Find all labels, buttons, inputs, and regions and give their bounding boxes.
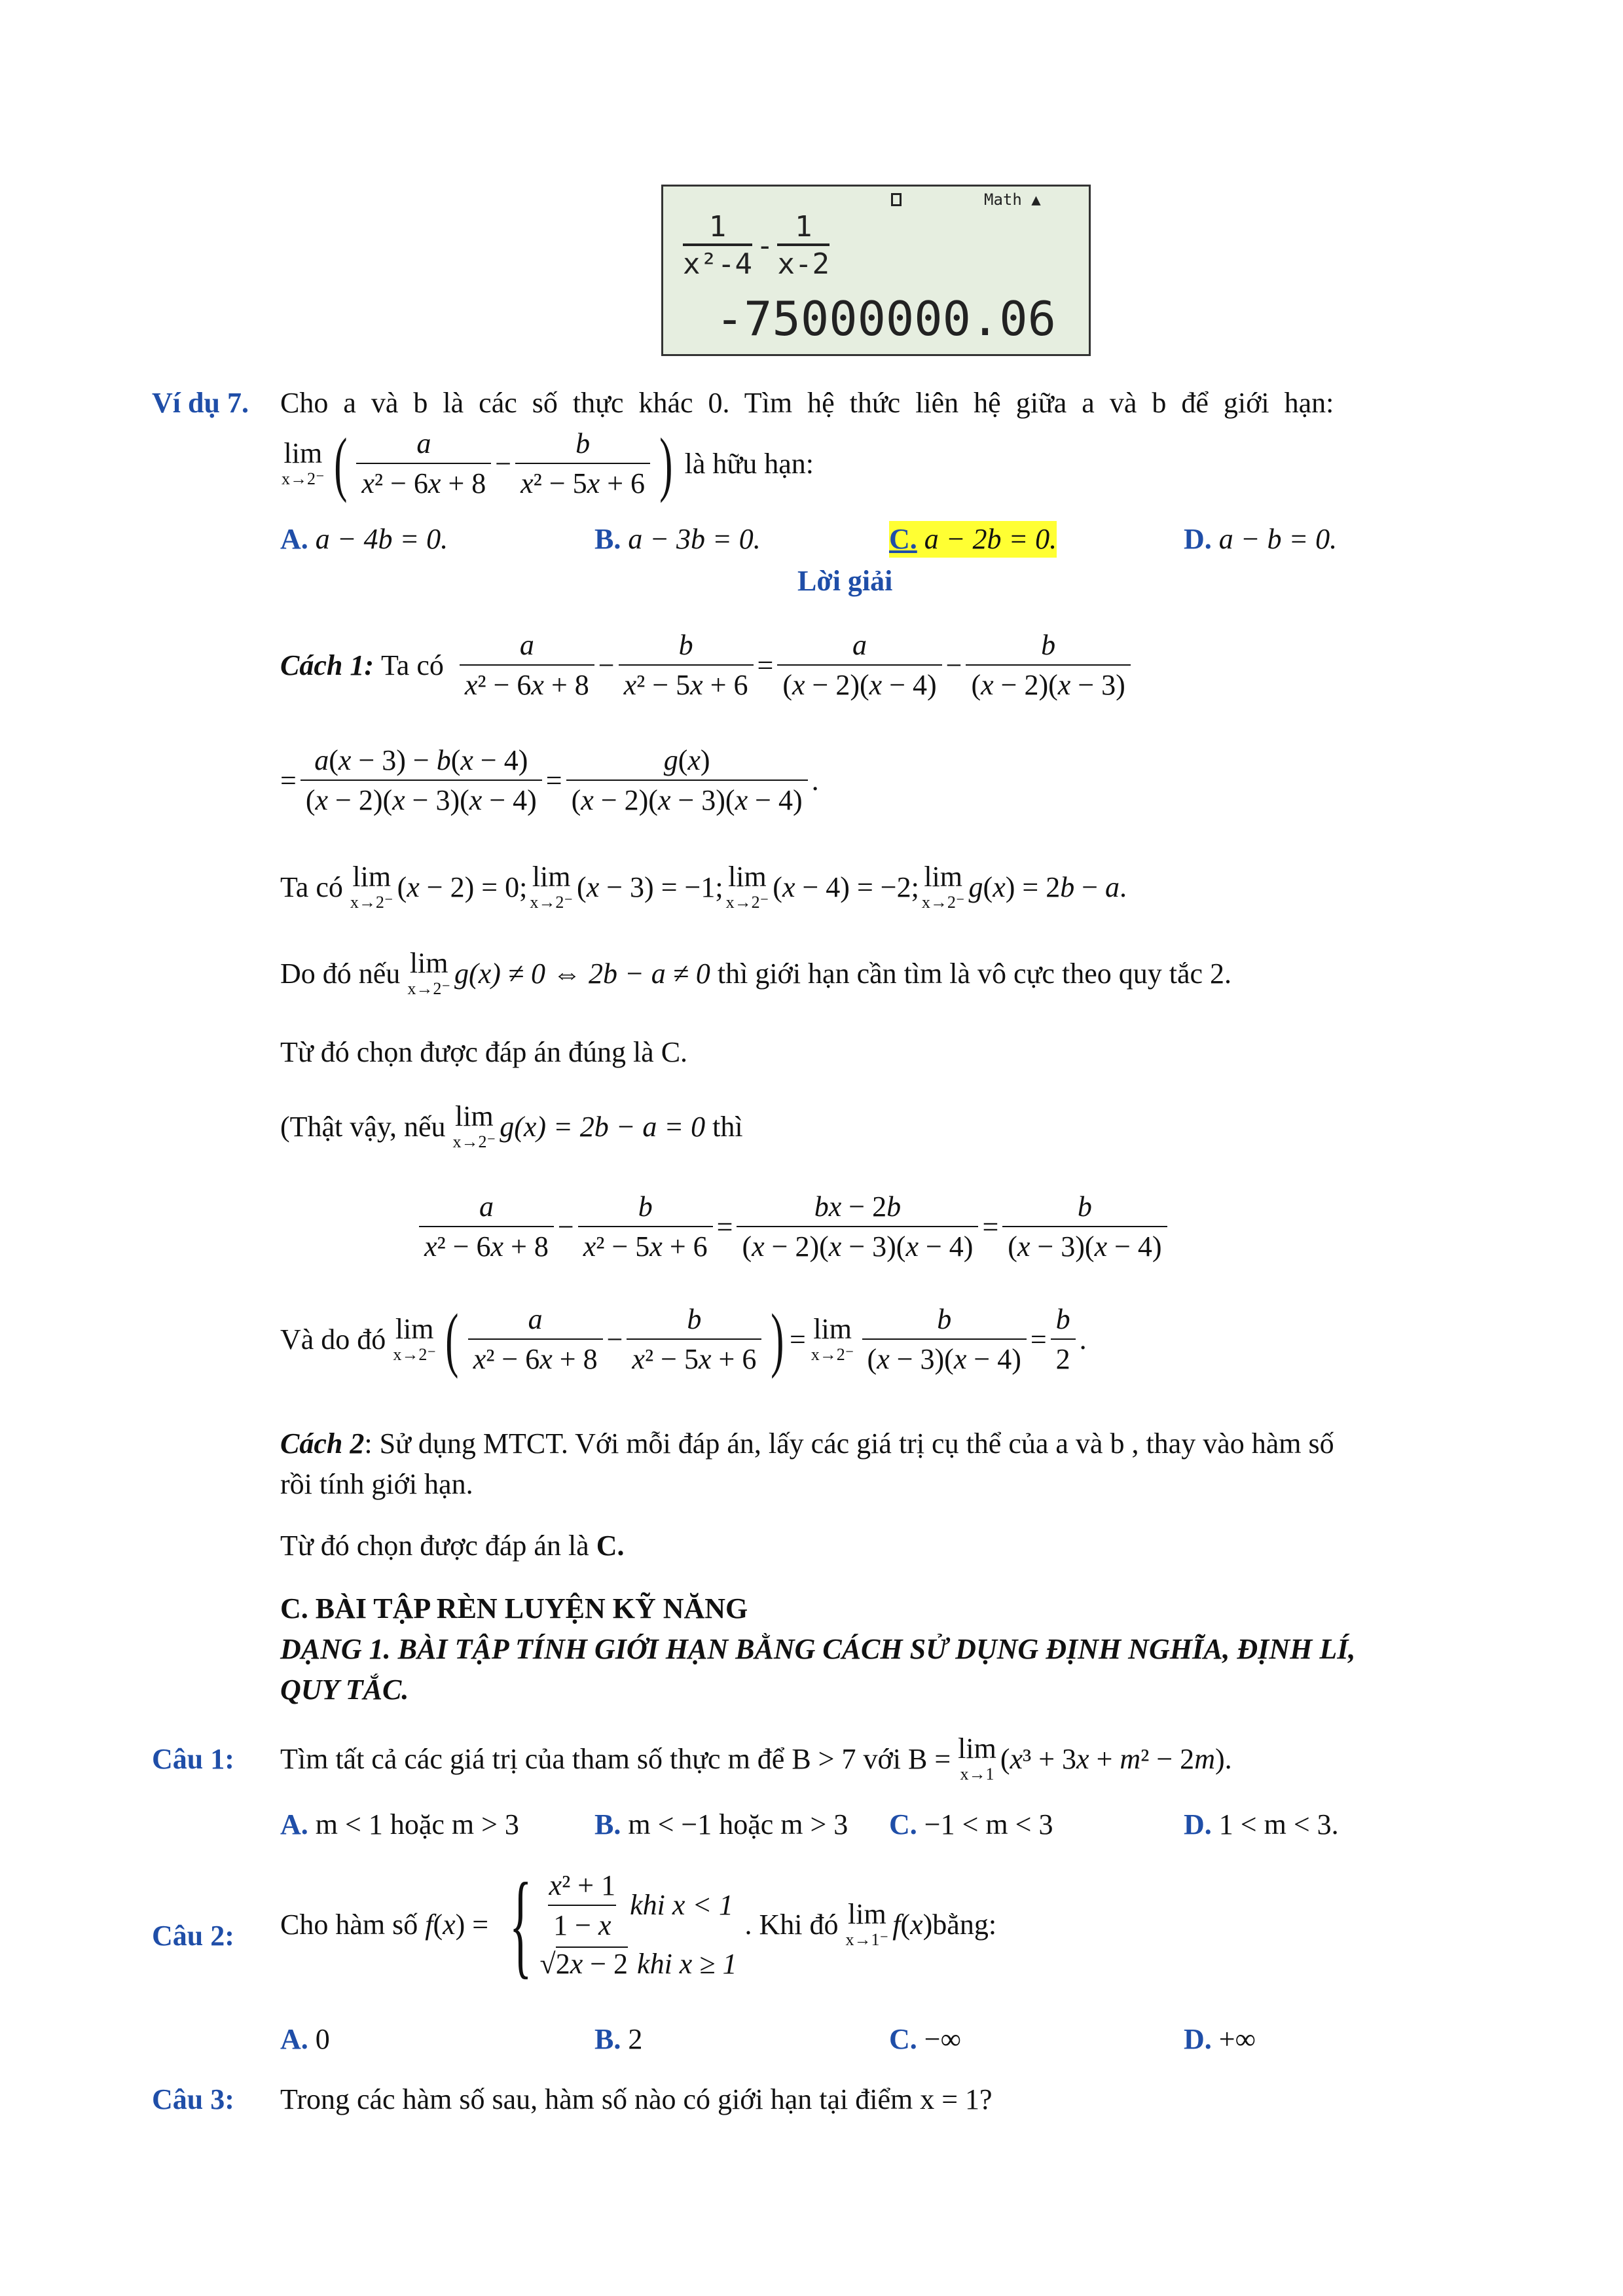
that-vay-line: (Thật vậy, nếu lim x→2⁻ g(x) = 2b − a = 0 thì (280, 1100, 743, 1151)
q2-option-c: C. −∞ (889, 2023, 961, 2055)
example-option-a: A. a − 4b = 0. (280, 523, 448, 555)
example-option-b: B. a − 3b = 0. (594, 523, 761, 555)
tu-do2-line: Từ đó chọn được đáp án là C. (280, 1530, 625, 1562)
section-title: C. BÀI TẬP RÈN LUYỆN KỸ NĂNG (280, 1592, 748, 1624)
that-vay-equation: $\frac{a}{\text{x² − 6x + 8}}$ − $\frac{b}{\text{x² − 5x + 6}}$ = $\frac{bx - 2b}{(x - 2)(x - 3)(x - 4)}$ = $\frac{b}{(x - 3)(x - 4)}$ (415, 1190, 1171, 1263)
cach2-line1: Cách 2: Sử dụng MTCT. Với mỗi đáp án, lấy các giá trị cụ thể của a và b , thay vào hàm số (280, 1427, 1334, 1460)
calculator-screen (661, 185, 1091, 356)
q3-label: Câu 3: (152, 2083, 234, 2115)
example-limit-expression: lim x→2⁻ ( $\frac{a}{\text{x² − 6x + 8}}$ − $\frac{b}{\text{x² − 5x + 6}}$ ) là hữu hạn: (282, 423, 814, 503)
q2-option-b: B. 2 (594, 2023, 643, 2055)
q2-option-d: D. +∞ (1184, 2023, 1256, 2055)
q1-option-b: B. m < −1 hoặc m > 3 (594, 1808, 848, 1840)
dang1-line1: DẠNG 1. BÀI TẬP TÍNH GIỚI HẠN BẰNG CÁCH SỬ DỤNG ĐỊNH NGHĨA, ĐỊNH LÍ, (280, 1633, 1356, 1665)
cach1-combined: = $\frac{a(x - 3) - b(x - 4)}{(x - 2)(x - 3)(x - 4)}$ = $\frac{g(x)}{(x - 2)(x - 3)(x - 4)}$ . (280, 744, 819, 816)
q1-text: Tìm tất cả các giá trị của tham số thực m để B > 7 với B = lim x→1 (x³ + 3x + m² − 2m). (280, 1732, 1232, 1784)
dang1-line2: QUY TẮC. (280, 1674, 409, 1706)
q2-text: Cho hàm số f(x) = { $\frac{\text{x² + 1}}{1 - x}$ khi x < 1 √2x − 2 khi x ≥ 1 . Khi đó lim x→1⁻ f(x) bằng: (280, 1859, 997, 1989)
q1-option-a: A. m < 1 hoặc m > 3 (280, 1808, 519, 1840)
example-line2-suffix: là hữu hạn: (684, 447, 814, 480)
example-line1: Cho a và b là các số thực khác 0. Tìm hệ thức liên hệ giữa a và b để giới hạn: (280, 387, 1334, 419)
limits-line: Ta có lim x→2⁻ (x − 2) = 0; lim x→2⁻ (x − 3) = −1; lim x→2⁻ (x − 4) = −2; lim x→2⁻ g(x) = 2b − a. (280, 861, 1127, 912)
calculator-status: Math ▲ (984, 190, 1041, 209)
q3-text: Trong các hàm số sau, hàm số nào có giới hạn tại điểm x = 1? (280, 2083, 993, 2115)
dodo-line: Do đó nếu lim x→2⁻ g(x) ≠ 0 ⇔ 2b − a ≠ 0 thì giới hạn cần tìm là vô cực theo quy tắc 2. (280, 947, 1231, 998)
calculator-indicator-icon (891, 193, 902, 206)
calc-frac2-num: 1 (794, 210, 812, 243)
cach1-line: Cách 1: Ta có $\frac{a}{\text{x² − 6x + 8}}$ − $\frac{b}{\text{x² − 5x + 6}}$ = $\frac{a}{(x - 2)(x - 4)}$ − $\frac{b}{(x - 2)(x - 3)}$ (280, 628, 1135, 702)
q2-option-a: A. 0 (280, 2023, 330, 2055)
q2-label: Câu 2: (152, 1920, 234, 1952)
calc-frac2-den: x-2 (777, 243, 829, 281)
q1-option-d: D. 1 < m < 3. (1184, 1808, 1339, 1840)
calc-frac1-den: x²-4 (683, 243, 752, 281)
tu-do-line: Từ đó chọn được đáp án đúng là C. (280, 1036, 688, 1068)
example-option-d: D. a − b = 0. (1184, 523, 1338, 555)
q1-option-c: C. −1 < m < 3 (889, 1808, 1053, 1840)
example-label: Ví dụ 7. (152, 387, 249, 419)
q1-label: Câu 1: (152, 1743, 234, 1775)
calc-minus: - (756, 228, 774, 262)
va-do-do-line: Và do đó lim x→2⁻ ( $\frac{a}{\text{x² − 6x + 8}}$ − $\frac{b}{\text{x² − 5x + 6}}$ ) = lim x→2⁻ $\frac{b}{(x - 3)(x - 4)}$ = $\frac{b}{2}$ . (280, 1299, 1087, 1379)
solution-title: Lời giải (797, 565, 893, 597)
calculator-result: -75000000.06 (715, 291, 1056, 346)
example-option-c: C. a − 2b = 0. (889, 521, 1057, 558)
calc-frac1-num: 1 (708, 210, 727, 243)
cach2-line2: rồi tính giới hạn. (280, 1468, 473, 1500)
calculator-expression (683, 210, 830, 281)
